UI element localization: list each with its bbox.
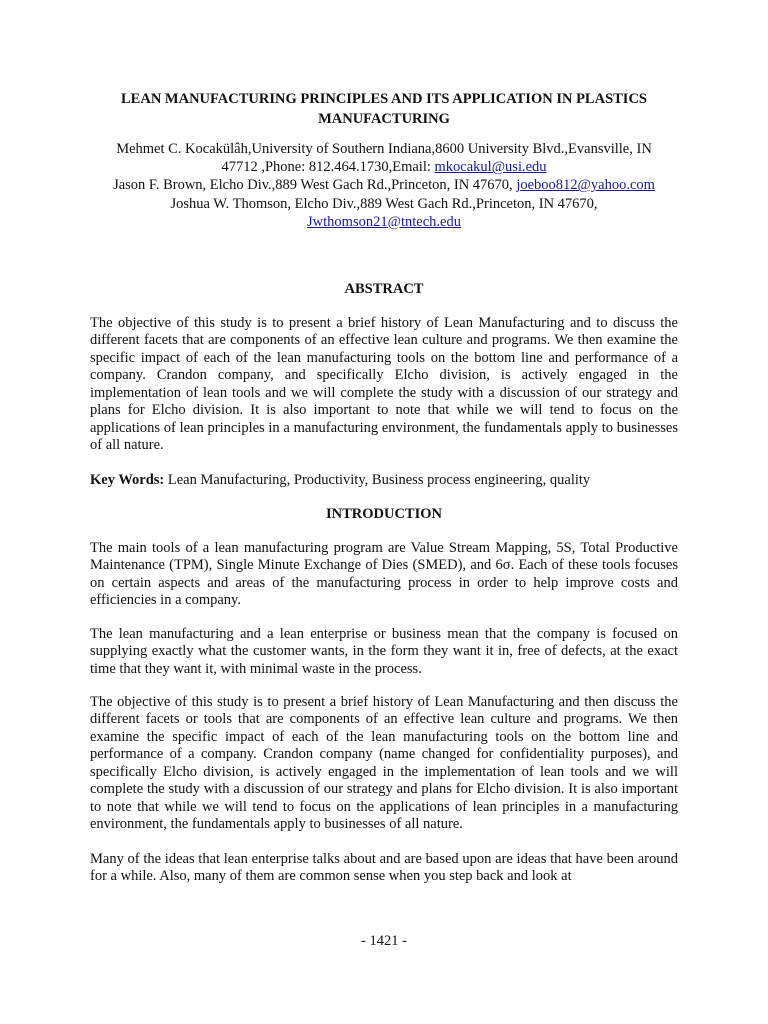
paper-title-line-2: MANUFACTURING xyxy=(318,111,450,127)
intro-paragraph-1: The main tools of a lean manufacturing program are Value Stream Mapping, 5S, Total Productive Maintenance (TPM), Single Minute Exchange of Dies (SMED), and 6σ. Each of these tools focuses on certain aspects and areas of the manufacturing process in order to help improve costs and efficiencies in a company. xyxy=(90,540,678,609)
page-number: - 1421 - xyxy=(361,933,407,949)
introduction-heading: INTRODUCTION xyxy=(325,506,442,522)
abstract-paragraph: The objective of this study is to present a brief history of Lean Manufacturing and to discuss the different facets that are components of an effective lean culture and programs. We then examine the specific impact of each of the lean manufacturing tools on the bottom line and performance of a company. Crandon company, and specifically Elcho division, is actively engaged in the implementation of lean tools and we will complete the study with a discussion of our strategy and plans for Elcho division. It is also important to note that while we will tend to focus on the applications of lean principles in a manufacturing environment, the fundamentals apply to businesses of all nature. xyxy=(90,315,678,454)
author-line-2: 47712 ,Phone: 812.464.1730,Email: mkocakul@usi.edu xyxy=(221,159,547,176)
abstract-heading: ABSTRACT xyxy=(344,281,424,297)
email-link-jwthomson21[interactable]: Jwthomson21@tntech.edu xyxy=(307,213,461,230)
paper-title xyxy=(60,89,708,129)
intro-paragraph-2: The lean manufacturing and a lean enterprise or business mean that the company is focused on supplying exactly what the customer wants, in the form they want it in, free of defects, at the exact time that they want it, with minimal waste in the process. xyxy=(90,626,678,677)
author-block xyxy=(70,140,698,231)
email-link-mkocakul[interactable]: mkocakul@usi.edu xyxy=(434,159,547,176)
keywords-label: Key Words: xyxy=(90,472,165,488)
email-link-joeboo812[interactable]: joeboo812@yahoo.com xyxy=(516,177,655,194)
author-line-1: Mehmet C. Kocakülâh,University of Southern Indiana,8600 University Blvd.,Evansville, IN xyxy=(116,141,652,157)
paper-title-line-1: LEAN MANUFACTURING PRINCIPLES AND ITS APPLICATION IN PLASTICS xyxy=(121,91,647,107)
author-line-4: Joshua W. Thomson, Elcho Div.,889 West Gach Rd.,Princeton, IN 47670, xyxy=(170,195,598,212)
intro-paragraph-3: The objective of this study is to present a brief history of Lean Manufacturing and then discuss the different facets or tools that are components of an effective lean culture and programs. We then examine the specific impact of each of the lean manufacturing tools on the bottom line and performance of a company. Crandon company (name changed for confidentiality purposes), and specifically Elcho division, is actively engaged in the implementation of lean tools and we will complete the study with a discussion of our strategy and plans for Elcho division. It is also important to note that while we will tend to focus on the applications of lean principles in a manufacturing environment, the fundamentals apply to businesses of all nature. xyxy=(90,694,678,833)
author-line-5 xyxy=(70,213,698,231)
intro-paragraph-4: Many of the ideas that lean enterprise talks about and are based upon are ideas that have been around for a while. Also, many of them are common sense when you step back and look at xyxy=(90,851,678,885)
author-line-3: Jason F. Brown, Elcho Div.,889 West Gach Rd.,Princeton, IN 47670, joeboo812@yahoo.com xyxy=(113,177,655,194)
keywords-line xyxy=(90,471,690,489)
keywords-text: Lean Manufacturing, Productivity, Business process engineering, quality xyxy=(164,472,591,488)
